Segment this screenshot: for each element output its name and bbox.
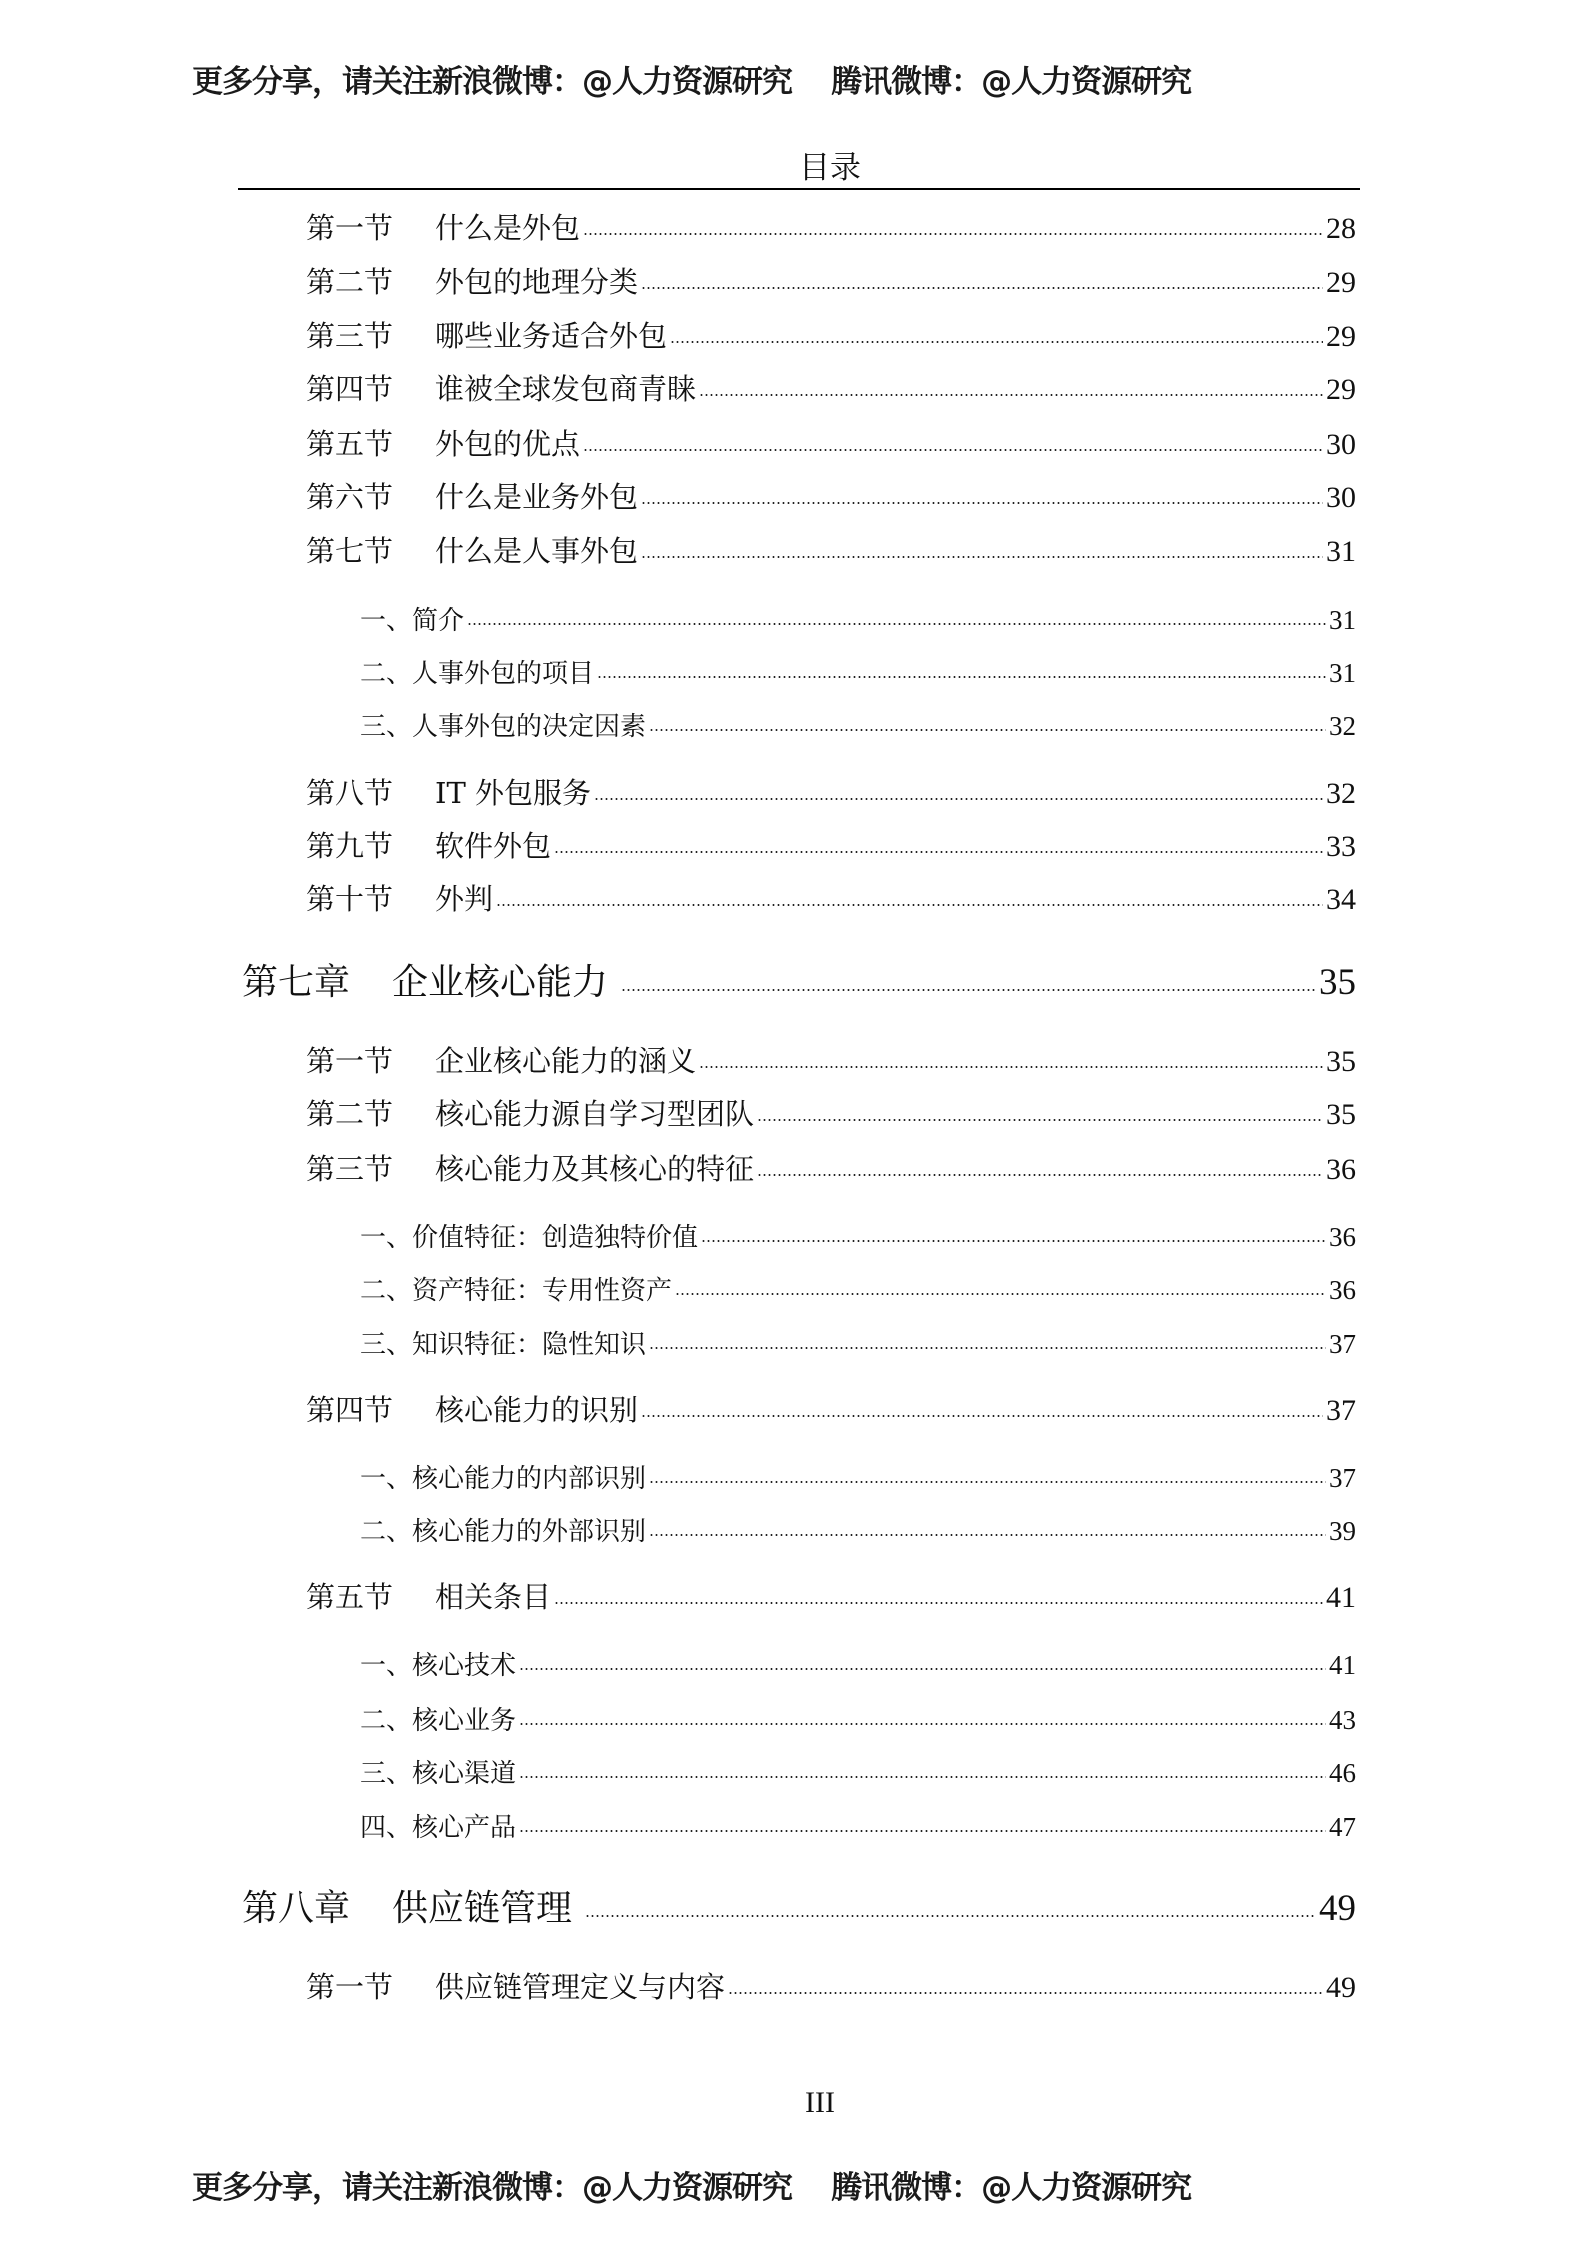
dot-leader [699, 394, 1323, 396]
toc-entry-sec[interactable] [306, 529, 1356, 568]
toc-entry-sub[interactable] [360, 1458, 1356, 1494]
toc-entry-chap[interactable] [242, 1880, 1356, 1929]
toc-entry-page: 29 [1326, 373, 1356, 406]
toc-entry-label: 第一节 [306, 1044, 394, 1078]
toc-entry-title: 供应链管理定义与内容 [435, 1970, 726, 2004]
toc-entry-page: 43 [1329, 1705, 1356, 1735]
toc-entry-page: 34 [1326, 883, 1356, 916]
toc-entry-title: 二、核心能力的外部识别 [360, 1517, 647, 1547]
dot-leader [649, 1481, 1326, 1483]
toc-entry-label: 第三节 [306, 1152, 394, 1186]
toc-entry-title: 软件外包 [435, 829, 552, 863]
toc-entry-title: 供应链管理 [392, 1888, 573, 1929]
dot-leader [597, 676, 1326, 678]
dot-leader [641, 1415, 1323, 1417]
toc-entry-page: 39 [1329, 1516, 1356, 1546]
dot-leader [641, 502, 1323, 504]
toc-entry-page: 49 [1319, 1888, 1356, 1929]
toc-entry-sub[interactable] [360, 653, 1356, 689]
toc-entry-sec[interactable] [306, 1039, 1356, 1078]
toc-entry-title: 一、核心能力的内部识别 [360, 1464, 647, 1494]
toc-entry-sub[interactable] [360, 1217, 1356, 1253]
toc-entry-title: 核心能力的识别 [435, 1393, 639, 1427]
dot-leader [649, 729, 1326, 731]
toc-entry-label: 第六节 [306, 480, 394, 514]
toc-entry-page: 36 [1329, 1275, 1356, 1305]
toc-entry-title: 三、知识特征：隐性知识 [360, 1330, 647, 1360]
dot-leader [641, 556, 1323, 558]
toc-entry-title: 外包的地理分类 [435, 265, 639, 299]
toc-entry-label: 第二节 [306, 1097, 394, 1131]
toc-entry-page: 32 [1326, 777, 1356, 810]
footer-banner: 更多分享，请关注新浪微博：@人力资源研究 腾讯微博：@人力资源研究 [192, 2170, 1192, 2206]
toc-entry-sec[interactable] [306, 314, 1356, 353]
toc-entry-label: 第五节 [306, 427, 394, 461]
toc-entry-page: 30 [1326, 481, 1356, 514]
toc-entry-title: 外包的优点 [435, 427, 581, 461]
toc-entry-sec[interactable] [306, 1388, 1356, 1427]
dot-leader [757, 1119, 1323, 1121]
dot-leader [554, 1602, 1323, 1604]
dot-leader [519, 1668, 1326, 1670]
toc-entry-sec[interactable] [306, 260, 1356, 299]
toc-entry-title: IT 外包服务 [435, 776, 592, 810]
toc-entry-label: 第一节 [306, 1970, 394, 2004]
toc-entry-sec[interactable] [306, 422, 1356, 461]
toc-entry-page: 31 [1326, 535, 1356, 568]
toc-entry-sec[interactable] [306, 1575, 1356, 1614]
toc-entry-title: 企业核心能力的涵义 [435, 1044, 697, 1078]
toc-entry-label: 第四节 [306, 372, 394, 406]
toc-entry-label: 第七节 [306, 534, 394, 568]
toc-entry-title: 二、核心业务 [360, 1706, 517, 1736]
toc-entry-page: 33 [1326, 830, 1356, 863]
toc-entry-sec[interactable] [306, 877, 1356, 916]
toc-entry-title: 二、资产特征：专用性资产 [360, 1276, 673, 1306]
toc-entry-sec[interactable] [306, 771, 1356, 810]
toc-entry-label: 第十节 [306, 882, 394, 916]
toc-entry-title: 哪些业务适合外包 [435, 319, 668, 353]
toc-entry-page: 35 [1326, 1098, 1356, 1131]
toc-entry-label: 第一节 [306, 211, 394, 245]
toc-entry-page: 37 [1329, 1463, 1356, 1493]
dot-leader [649, 1534, 1326, 1536]
toc-entry-label: 第三节 [306, 319, 394, 353]
toc-entry-page: 47 [1329, 1812, 1356, 1842]
dot-leader [621, 989, 1316, 991]
dot-leader [594, 798, 1323, 800]
toc-entry-sub[interactable] [360, 1807, 1356, 1843]
toc-entry-sec[interactable] [306, 367, 1356, 406]
toc-entry-page: 37 [1329, 1329, 1356, 1359]
toc-entry-label: 第二节 [306, 265, 394, 299]
dot-leader [583, 233, 1323, 235]
toc-entry-page: 32 [1329, 711, 1356, 741]
dot-leader [519, 1723, 1326, 1725]
toc-entry-title: 核心能力及其核心的特征 [435, 1152, 755, 1186]
dot-leader [496, 904, 1323, 906]
dot-leader [519, 1776, 1326, 1778]
toc-entry-sec[interactable] [306, 1092, 1356, 1131]
toc-entry-page: 30 [1326, 428, 1356, 461]
header-banner: 更多分享，请关注新浪微博：@人力资源研究 腾讯微博：@人力资源研究 [192, 64, 1192, 100]
toc-entry-label: 第四节 [306, 1393, 394, 1427]
toc-entry-sub[interactable] [360, 1270, 1356, 1306]
toc-entry-page: 36 [1326, 1153, 1356, 1186]
dot-leader [585, 1915, 1316, 1917]
toc-entry-title: 外判 [435, 882, 494, 916]
toc-entry-label: 第七章 [242, 962, 351, 1003]
dot-leader [670, 341, 1323, 343]
toc-entry-sec[interactable] [306, 475, 1356, 514]
dot-leader [554, 851, 1323, 853]
toc-entry-page: 41 [1329, 1650, 1356, 1680]
toc-entry-title: 二、人事外包的项目 [360, 659, 595, 689]
title-rule [238, 188, 1360, 190]
toc-entry-sub[interactable] [360, 1511, 1356, 1547]
toc-entry-page: 29 [1326, 320, 1356, 353]
toc-entry-title: 相关条目 [435, 1580, 552, 1614]
dot-leader [701, 1240, 1326, 1242]
toc-entry-sec[interactable] [306, 824, 1356, 863]
toc-entry-title: 一、价值特征：创造独特价值 [360, 1223, 699, 1253]
toc-entry-title: 什么是业务外包 [435, 480, 639, 514]
dot-leader [728, 1992, 1323, 1994]
toc-entry-label: 第八节 [306, 776, 394, 810]
dot-leader [519, 1830, 1326, 1832]
toc-entry-label: 第九节 [306, 829, 394, 863]
toc-entry-title: 什么是外包 [435, 211, 581, 245]
dot-leader [649, 1347, 1326, 1349]
toc-entry-title: 一、简介 [360, 606, 465, 636]
toc-entry-page: 29 [1326, 266, 1356, 299]
toc-entry-title: 一、核心技术 [360, 1651, 517, 1681]
toc-entry-title: 核心能力源自学习型团队 [435, 1097, 755, 1131]
toc-entry-title: 企业核心能力 [392, 962, 609, 1003]
toc-entry-sec[interactable] [306, 1965, 1356, 2004]
toc-entry-sec[interactable] [306, 206, 1356, 245]
dot-leader [675, 1293, 1326, 1295]
dot-leader [699, 1066, 1323, 1068]
toc-title: 目录 [799, 150, 861, 186]
toc-entry-page: 31 [1329, 605, 1356, 635]
toc-entry-sub[interactable] [360, 1700, 1356, 1736]
dot-leader [757, 1174, 1323, 1176]
toc-entry-page: 41 [1326, 1581, 1356, 1614]
toc-entry-page: 49 [1326, 1971, 1356, 2004]
toc-entry-title: 三、核心渠道 [360, 1759, 517, 1789]
toc-entry-title: 什么是人事外包 [435, 534, 639, 568]
toc-entry-page: 35 [1326, 1045, 1356, 1078]
toc-entry-chap[interactable] [242, 954, 1356, 1003]
toc-entry-page: 31 [1329, 658, 1356, 688]
toc-entry-page: 35 [1319, 962, 1356, 1003]
toc-entry-sec[interactable] [306, 1147, 1356, 1186]
toc-entry-title: 三、人事外包的决定因素 [360, 712, 647, 742]
toc-entry-label: 第五节 [306, 1580, 394, 1614]
toc-entry-page: 46 [1329, 1758, 1356, 1788]
toc-entry-label: 第八章 [242, 1888, 351, 1929]
toc-entry-page: 28 [1326, 212, 1356, 245]
toc-entry-page: 36 [1329, 1222, 1356, 1252]
toc-entry-sub[interactable] [360, 1645, 1356, 1681]
toc-entry-title: 谁被全球发包商青睐 [435, 372, 697, 406]
dot-leader [467, 623, 1326, 625]
toc-entry-title: 四、核心产品 [360, 1813, 517, 1843]
dot-leader [583, 449, 1323, 451]
toc-entry-sub[interactable] [360, 600, 1356, 636]
toc-entry-sub[interactable] [360, 706, 1356, 742]
toc-entry-sub[interactable] [360, 1324, 1356, 1360]
toc-entry-sub[interactable] [360, 1753, 1356, 1789]
page-number: III [805, 2086, 835, 2119]
toc-entry-page: 37 [1326, 1394, 1356, 1427]
dot-leader [641, 287, 1323, 289]
